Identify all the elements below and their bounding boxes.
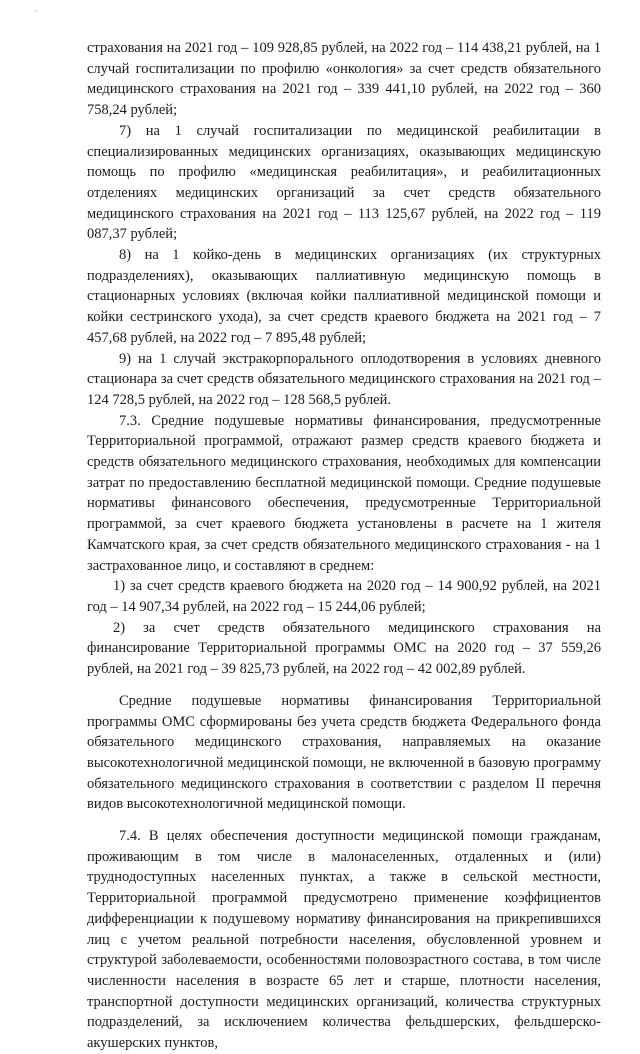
paragraph-section-7-4: 7.4. В целях обеспечения доступности медицинской помощи гражданам, проживающим в том числе в малонаселенных, отдаленных и (или) труднодоступных населенных пунктах, а также в сельской местности, Территориальной программой предусмотрено применение коэффициентов дифференциации к подушевому нормативу финансирования на прикрепившихся лиц с учетом реальной потребности населения, обусловленной уровнем и структурой заболеваемости, особенностями половозрастного состава, в том числе численности населения в возрасте 65 лет и старше, плотности населения, транспортной доступности медицинских организаций, количества структурных подразделений, за исключением количества фельдшерских, фельдшерско-акушерских пунктов, <box>87 828 601 1052</box>
paragraph-oms-normatives: Средние подушевые нормативы финансирования Территориальной программы ОМС сформированы без учета средств бюджета Федерального фонда обязательного медицинского страхования, направляемых на оказание высокотехнологичной медицинской помощи, не включенной в базовую программу обязательного медицинского страхования в соответствии с разделом II перечня видов высокотехнологичной медицинской помощи. <box>87 692 601 813</box>
document-page <box>87 38 601 1054</box>
paragraph-oms-financing: 2) за счет средств обязательного медицинского страхования на финансирование Территориальной программы ОМС на 2020 год – 37 559,26 рублей, на 2021 год – 39 825,73 рублей, на 2022 год – 42 002,89 рублей. <box>87 619 601 678</box>
paragraph-section-7-3: 7.3. Средние подушевые нормативы финансирования, предусмотренные Территориальной программой, отражают размер средств краевого бюджета и средств обязательного медицинского страхования, необходимых для компенсации затрат по предоставлению бесплатной медицинской помощи. Средние подушевые нормативы финансового обеспечения, предусмотренные Территориальной программой, за счет краевого бюджета установлены в расчете на 1 жителя Камчатского края, за счет средств обязательного медицинского страхования - на 1 застрахованное лицо, и составляют в среднем: <box>87 412 601 574</box>
paragraph-oncology-costs: страхования на 2021 год – 109 928,85 рублей, на 2022 год – 114 438,21 рублей, на 1 случай госпитализации по профилю «онкология» за счет средств обязательного медицинского страхования на 2021 год – 339 441,10 рублей, на 2022 год – 360 758,24 рублей; <box>87 40 601 119</box>
paragraph-item-8: 8) на 1 койко-день в медицинских организациях (их структурных подразделениях), оказывающих паллиативную медицинскую помощь в стационарных условиях (включая койки паллиативной медицинской помощи и койки сестринского ухода), за счет средств краевого бюджета на 2021 год – 7 457,68 рублей, на 2022 год – 7 895,48 рублей; <box>87 247 601 346</box>
paragraph-regional-budget: 1) за счет средств краевого бюджета на 2020 год – 14 900,92 рублей, на 2021 год – 14 907,34 рублей, на 2022 год – 15 244,06 рублей; <box>87 578 601 615</box>
corner-mark: ´ <box>34 10 38 21</box>
paragraph-item-9: 9) на 1 случай экстракорпорального оплодотворения в условиях дневного стационара за счет средств обязательного медицинского страхования на 2021 год – 124 728,5 рублей, на 2022 год – 128 568,5 рублей. <box>87 350 601 408</box>
paragraph-item-7: 7) на 1 случай госпитализации по медицинской реабилитации в специализированных медицинских организациях, оказывающих медицинскую помощь по профилю «медицинская реабилитация», и реабилитационных отделениях медицинских организаций за счет средств обязательного медицинского страхования на 2021 год – 113 125,67 рублей, на 2022 год – 119 087,37 рублей; <box>87 122 601 243</box>
